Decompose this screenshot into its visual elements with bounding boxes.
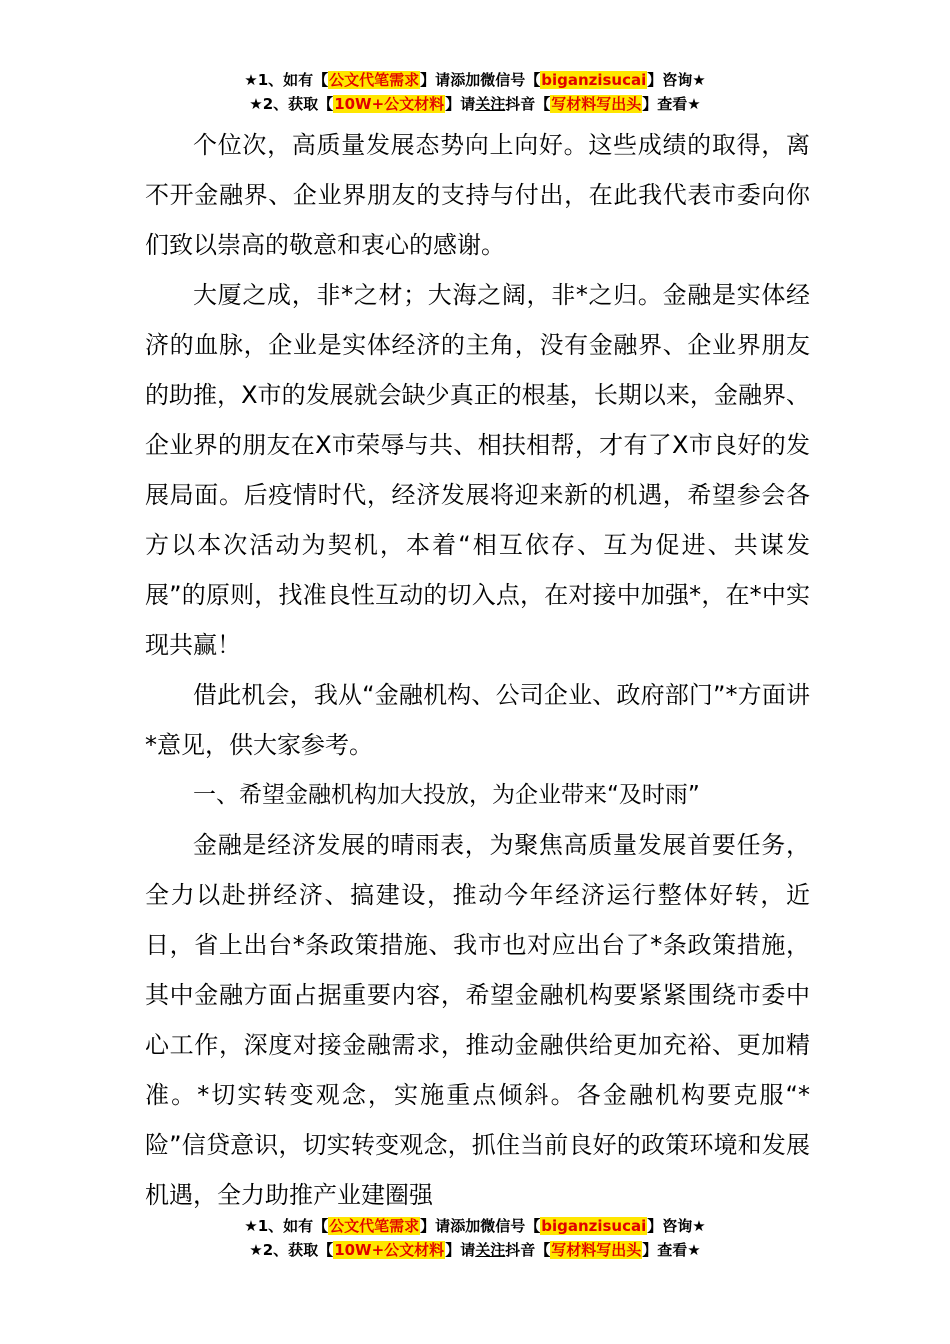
- banner-emphasis: 关注: [475, 1241, 506, 1259]
- paragraph: 借此机会，我从“金融机构、公司企业、政府部门”*方面讲*意见，供大家参考。: [145, 681, 810, 759]
- banner-wechat-id: biganzisucai: [541, 1217, 647, 1235]
- banner-line-2: ★2、获取【10W+公文材料】请关注抖音【写材料写出头】查看★: [249, 1241, 701, 1259]
- banner-highlight: 10W+公文材料: [334, 95, 445, 113]
- header-banner: [0, 68, 950, 116]
- paragraph: 金融是经济发展的晴雨表，为聚焦高质量发展首要任务，全力以赴拼经济、搞建设，推动今年经济运行整体好转，近日，省上出台*条政策措施、我市也对应出台了*条政策措施，其中金融方面占据重要内容，希望金融机构要紧紧围绕市委中心工作，深度对接金融需求，推动金融供给更加充裕、更加精准。*切实转变观念，实施重点倾斜。各金融机构要克服“*险”信贷意识，切实转变观念，抓住当前良好的政策环境和发展机遇，全力助推产业建圈强: [145, 831, 810, 1209]
- footer-banner: [0, 1214, 950, 1262]
- paragraph: 大厦之成，非*之材；大海之阔，非*之归。金融是实体经济的血脉，企业是实体经济的主角，没有金融界、企业界朋友的助推，X市的发展就会缺少真正的根基，长期以来，金融界、企业界的朋友在X市荣辱与共、相扶相帮，才有了X市良好的发展局面。后疫情时代，经济发展将迎来新的机遇，希望参会各方以本次活动为契机，本着“相互依存、互为促进、共谋发展”的原则，找准良性互动的切入点，在对接中加强*，在*中实现共赢！: [145, 281, 810, 659]
- banner-highlight: 10W+公文材料: [334, 1241, 445, 1259]
- banner-line-1: ★1、如有【公文代笔需求】请添加微信号【biganzisucai】咨询★: [244, 71, 706, 89]
- banner-line-1: ★1、如有【公文代笔需求】请添加微信号【biganzisucai】咨询★: [244, 1217, 706, 1235]
- paragraph: 个位次，高质量发展态势向上向好。这些成绩的取得，离不开金融界、企业界朋友的支持与付出，在此我代表市委向你们致以崇高的敬意和衷心的感谢。: [145, 131, 810, 259]
- banner-emphasis: 添加: [450, 71, 481, 89]
- document-body: [145, 120, 810, 1220]
- banner-douyin-id: 写材料写出头: [551, 1241, 642, 1259]
- banner-highlight: 公文代笔需求: [329, 71, 420, 89]
- banner-wechat-id: biganzisucai: [541, 71, 647, 89]
- section-heading: 一、希望金融机构加大投放，为企业带来“及时雨”: [193, 782, 700, 808]
- banner-highlight: 公文代笔需求: [329, 1217, 420, 1235]
- banner-emphasis: 添加: [450, 1217, 481, 1235]
- banner-line-2: ★2、获取【10W+公文材料】请关注抖音【写材料写出头】查看★: [249, 95, 701, 113]
- banner-emphasis: 关注: [475, 95, 506, 113]
- banner-douyin-id: 写材料写出头: [551, 95, 642, 113]
